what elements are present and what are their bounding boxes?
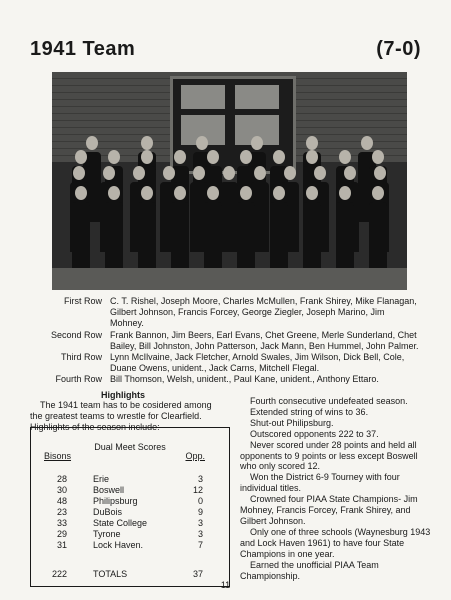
highlight-item: Only one of three schools (Waynesburg 1943 and Lock Haven 1961) to have four State Champions in one year.	[240, 526, 431, 559]
team-photo	[52, 72, 407, 290]
page-number: 11	[220, 580, 231, 590]
bisons-total: 222	[51, 569, 67, 579]
row-label: Second Row	[50, 329, 102, 340]
opponent-score: 3	[197, 529, 203, 539]
wrestler-figure	[105, 186, 123, 272]
dual-meet-scores-box	[30, 427, 230, 587]
scores-title: Dual Meet Scores	[94, 442, 166, 452]
row-label: First Row	[64, 296, 102, 306]
opponent-name: Lock Haven.	[93, 540, 144, 550]
totals-label: TOTALS	[93, 569, 128, 579]
wrestler-figure	[336, 186, 354, 272]
score-row	[31, 529, 229, 540]
highlight-item: Crowned four PIAA State Champions- Jim Mohney, Francis Forcey, Frank Shirey, and Gilbert Johnson.	[240, 494, 418, 526]
wrestler-figure	[138, 186, 156, 272]
bisons-score: 33	[56, 518, 67, 528]
bisons-score: 29	[56, 529, 67, 539]
highlight-item: Earned the unofficial PIAA Team Championship.	[240, 559, 379, 581]
highlight-item: Outscored opponents 222 to 37.	[250, 428, 379, 439]
opponent-score: 3	[197, 518, 203, 528]
opponent-name: Tyrone	[93, 529, 121, 539]
opponent-score: 7	[197, 540, 203, 550]
opponent-name: Philipsburg	[93, 496, 138, 506]
opponent-name: Erie	[93, 474, 110, 484]
highlight-item: Shut-out Philipsburg.	[250, 417, 334, 428]
opponent-name: State College	[93, 518, 148, 528]
opponent-name: DuBois	[93, 507, 123, 517]
wrestler-figure	[270, 186, 288, 272]
roster-list	[40, 296, 420, 386]
highlight-item: Fourth consecutive undefeated season.	[250, 396, 408, 406]
wrestler-figure	[204, 186, 222, 272]
bisons-score: 23	[56, 507, 67, 517]
bisons-score: 48	[56, 496, 67, 506]
wrestler-figure	[171, 186, 189, 272]
highlight-item: Extended string of wins to 36.	[250, 406, 369, 417]
highlight-item: Never scored under 28 points and held all opponents to 9 points or less except Boswell who only scored 12.	[240, 439, 418, 472]
opp-header: Opp.	[185, 451, 205, 461]
row-names: C. T. Rishel, Joseph Moore, Charles McMullen, Frank Shirey, Mike Flanagan, Gilbert Johnson, Francis Forcey, George Ziegler, Joseph Marino, Jim Mohney.	[110, 296, 417, 329]
row-names: Frank Bannon, Jim Beers, Earl Evans, Chet Greene, Merle Sunderland, Chet Bailey, Bill Johnston, John Patterson, Jack Mann, Ben Hummel, John Palmer.	[110, 329, 419, 351]
bisons-score: 28	[56, 474, 67, 484]
roster-row	[40, 352, 420, 374]
score-row	[31, 518, 229, 529]
opponent-score: 12	[192, 485, 203, 495]
highlights-list	[240, 396, 436, 581]
opponent-score: 9	[197, 507, 203, 517]
opponent-total: 37	[192, 569, 203, 579]
score-row	[31, 540, 229, 551]
score-row	[31, 474, 229, 485]
wrestlers-group	[64, 136, 395, 276]
score-row	[31, 507, 229, 518]
wrestler-figure	[369, 186, 387, 272]
row-names: Bill Thomson, Welsh, unident., Paul Kane, unident., Anthony Ettaro.	[110, 374, 379, 385]
opponent-name: Boswell	[93, 485, 125, 495]
roster-row	[40, 330, 420, 352]
score-row	[31, 496, 229, 507]
opponent-score: 3	[197, 474, 203, 484]
bisons-score: 30	[56, 485, 67, 495]
roster-row	[40, 296, 420, 330]
wrestler-figure	[72, 186, 90, 272]
roster-row	[40, 374, 420, 385]
wrestler-figure	[303, 186, 321, 272]
wrestler-figure	[237, 186, 255, 272]
row-label: Fourth Row	[55, 374, 102, 385]
score-row	[31, 485, 229, 496]
highlights-title: Highlights	[101, 390, 145, 400]
season-record: (7-0)	[376, 38, 421, 60]
highlights-intro: The 1941 team has to be cosidered among the greatest teams to wrestle for Clearfield. Highlights of the season include:	[30, 400, 212, 433]
highlight-item: Won the District 6-9 Tourney with four individual titles.	[240, 472, 400, 494]
row-names: Lynn McIlvaine, Jack Fletcher, Arnold Swales, Jim Wilson, Dick Bell, Cole, Duane Owens, unident., Jack Carns, Mitchell Flegal.	[110, 352, 405, 374]
bisons-score: 31	[56, 540, 67, 550]
opponent-score: 0	[197, 496, 203, 506]
bisons-header: Bisons	[44, 451, 72, 461]
page-title: 1941 Team	[30, 38, 136, 60]
totals-row	[31, 569, 229, 580]
ground	[52, 268, 407, 290]
row-label: Third Row	[60, 352, 102, 363]
